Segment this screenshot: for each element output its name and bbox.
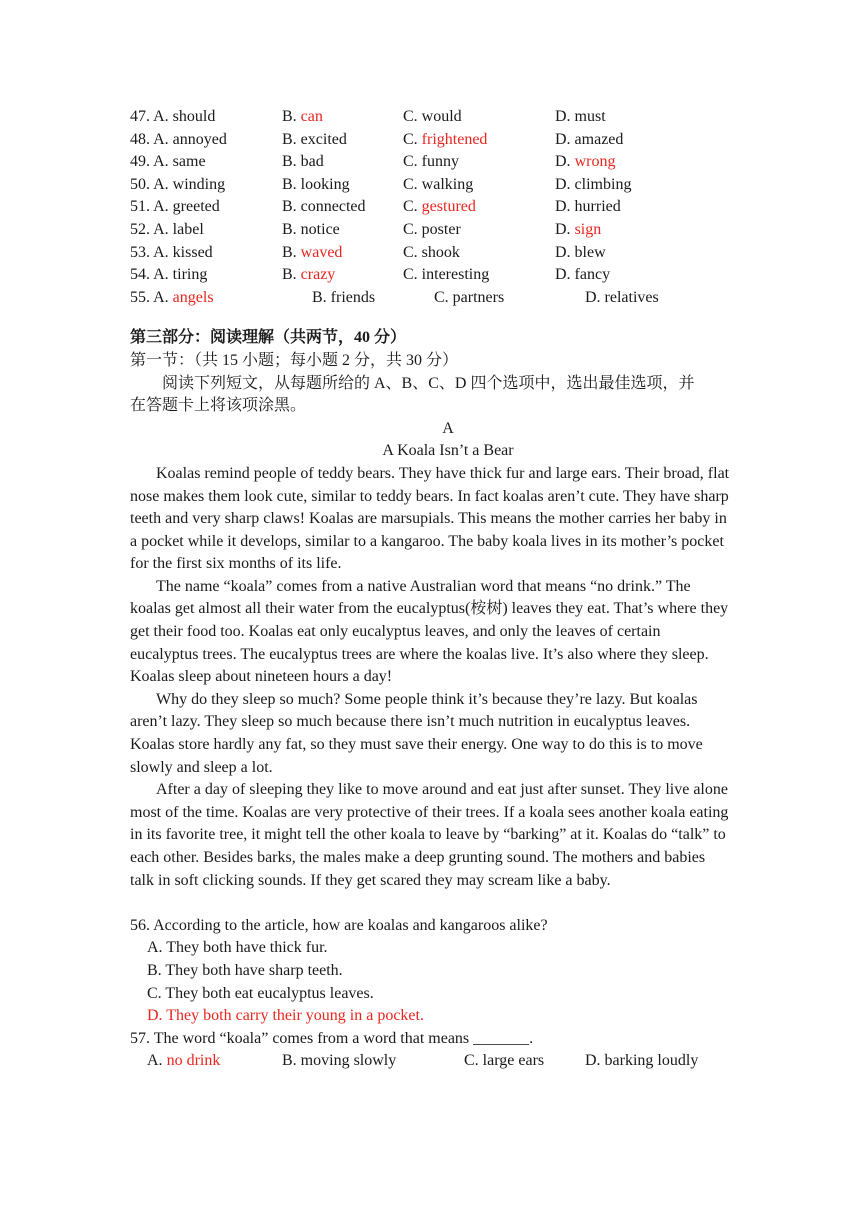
answer-option-highlighted: wrong [574,153,616,171]
answer-option: 50. A. winding [130,175,226,193]
question-option: C. large ears [464,1052,545,1070]
passage-paragraph: Why do they sleep so much? Some people think it’s because they’re lazy. But koalas aren’t lazy. They sleep so much because there isn’t much nutrition in eucalyptus leaves. Koalas store hardly any fat, so they must save their energy. One way to do this is to move slowly and sleep a lot. [130,690,703,776]
answer-option: B. can [282,108,323,125]
answer-option-highlighted: crazy [300,266,336,284]
answer-option: C. poster [403,220,461,238]
answer-option: 53. A. kissed [130,243,213,261]
passage-title: A Koala Isn’t a Bear [382,442,514,460]
answer-option: 47. A. should [130,108,216,125]
passage-paragraph: After a day of sleeping they like to move around and eat just after sunset. They live alone most of the time. Koalas are very protective of their trees. If a koala sees another koala eating in its favorite tree, it might tell the other koala to leave by “barking” at it. Koalas do “talk” to each other. Besides barks, the males make a deep grunting sound. The mothers and babies talk in soft clicking sounds. If they get scared they may scream like a baby. [130,781,729,889]
answer-option: 55. A. angels [130,288,214,306]
answer-row [130,264,730,287]
question-stem: 56. According to the article, how are koalas and kangaroos alike? [130,916,548,934]
answer-option: D. climbing [555,175,632,193]
answer-option-highlighted: angels [172,288,214,306]
section-subtitle: 第一节：（共 15 小题；每小题 2 分，共 30 分） [130,351,459,369]
passage-label: A [442,419,454,437]
answer-option: D. wrong [555,153,616,171]
answer-option-highlighted: frightened [421,130,488,148]
answer-row [130,287,730,310]
question-option: C. They both eat eucalyptus leaves. [147,984,374,1002]
answer-option: 48. A. annoyed [130,130,227,148]
answer-option: C. would [403,108,462,125]
answer-option: D. fancy [555,266,611,284]
passage-paragraph: The name “koala” comes from a native Australian word that means “no drink.” The koalas get almost all their water from the eucalyptus(桉树) leaves they eat. That’s where they get their food too. Koalas eat only eucalyptus leaves, and only the leaves of certain eucalyptus trees. The eucalyptus trees are where the koalas live. It’s also where they sleep. Koalas sleep about nineteen hours a day! [130,577,729,686]
answer-option-highlighted: can [300,108,323,125]
question-option: A. no drink [147,1052,221,1070]
answer-option: B. bad [282,153,324,171]
answer-row [130,219,730,242]
answer-option: D. must [555,108,606,125]
answer-option: D. sign [555,220,602,238]
answer-row [130,129,730,152]
answer-option: C. gestured [403,198,476,216]
answer-option: B. excited [282,130,347,148]
question-option-correct: no drink [166,1052,221,1070]
answer-option: C. frightened [403,130,488,148]
answer-option: B. looking [282,175,350,193]
question-57 [130,1028,730,1073]
question-option: A. They both have thick fur. [147,939,328,957]
answer-row [130,106,730,129]
answer-row [130,196,730,219]
answer-option: D. hurried [555,198,621,216]
passage-paragraph: Koalas remind people of teddy bears. They have thick fur and large ears. Their broad, flat nose makes them look cute, similar to teddy bears. In fact koalas aren’t cute. They have sharp teeth and very sharp claws! Koalas are marsupials. This means the mother carries her baby in a pocket while it develops, similar to a kangaroo. The baby koala lives in its mother’s pocket for the first six months of its life. [130,464,730,573]
instruction-line-1: 阅读下列短文，从每题所给的 A、B、C、D 四个选项中，选出最佳选项，并 [162,374,695,392]
document-page [130,106,730,1073]
question-option: D. barking loudly [585,1052,699,1070]
answer-option: B. friends [312,288,376,306]
answer-key-block [130,106,730,309]
answer-option-highlighted: waved [300,243,343,261]
answer-option: 54. A. tiring [130,266,208,284]
answer-option: 51. A. greeted [130,198,220,216]
question-56 [130,915,730,1028]
answer-option-highlighted: gestured [421,198,476,216]
question-option: B. They both have sharp teeth. [147,961,343,979]
answer-option: 49. A. same [130,153,206,171]
question-option-correct: D. They both carry their young in a pocket. [147,1007,424,1025]
answer-option: D. amazed [555,130,624,148]
answer-option: B. connected [282,198,366,216]
section-title: 第三部分：阅读理解（共两节，40 分） [130,329,407,347]
answer-option-highlighted: sign [574,220,602,238]
answer-option: C. partners [434,288,505,306]
answer-row [130,174,730,197]
answer-option: B. crazy [282,266,336,284]
passage-body [130,463,730,892]
answer-option: B. notice [282,220,340,238]
answer-option: C. funny [403,153,459,171]
answer-option: C. interesting [403,266,490,284]
answer-option: C. walking [403,175,474,193]
answer-option: D. blew [555,243,606,261]
answer-row [130,151,730,174]
answer-option: D. relatives [585,288,659,306]
question-stem: 57. The word “koala” comes from a word that means _______. [130,1029,534,1047]
question-option: B. moving slowly [282,1052,397,1070]
instruction-line-2: 在答题卡上将该项涂黑。 [130,397,307,415]
answer-row [130,242,730,265]
answer-option: 52. A. label [130,220,204,238]
answer-option: B. waved [282,243,343,261]
question-options-row [130,1050,730,1073]
answer-option: C. shook [403,243,460,261]
